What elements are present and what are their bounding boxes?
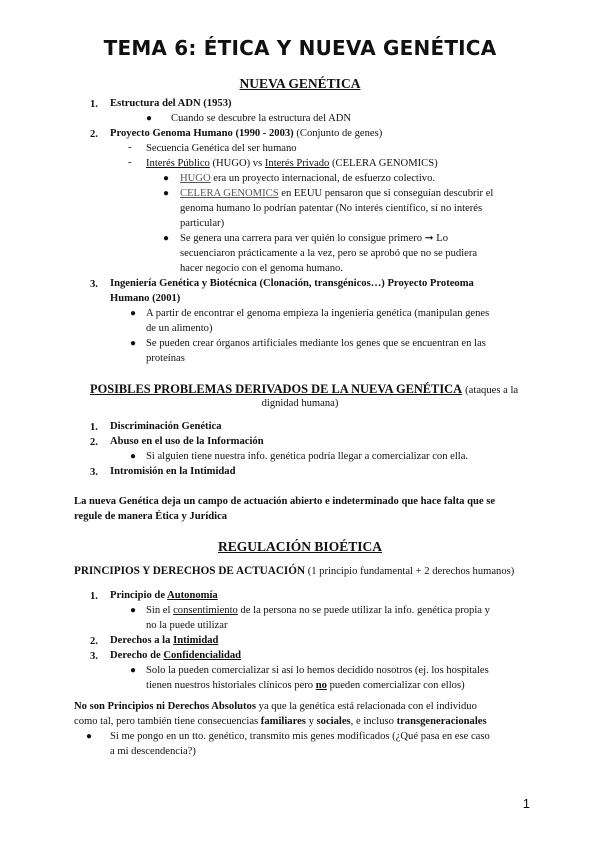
list-item-text: Si me pongo en un tto. genético, transmito mis genes modificados (¿Qué pasa en ese caso: [110, 731, 490, 742]
list-item-text: CELERA GENOMICS en EEUU pensaron que si conseguían descubrir el: [180, 188, 494, 199]
list-item-text: Si alguien tiene nuestra info. genética podría llegar a comercializar con ella.: [146, 451, 469, 462]
list-item-text: A partir de encontrar el genoma empieza la ingeniería genética (manipulan genes: [146, 308, 490, 319]
list-item-text: no la puede utilizar: [146, 620, 228, 631]
list-item-text: Solo la pueden comercializar si así lo hemos decidido nosotros (ej. los hospitales: [146, 665, 489, 676]
dash-icon: -: [128, 157, 132, 168]
list-item-text: Interés Público (HUGO) vs Interés Privado (CELERA GENOMICS): [146, 158, 438, 169]
list-number: 1.: [90, 591, 98, 602]
list-item-text: hacer negocio con el genoma humano.: [180, 263, 343, 274]
list-number: 3.: [90, 651, 98, 662]
bullet-icon: ●: [163, 173, 170, 184]
list-item-label: Humano (2001): [110, 293, 181, 304]
list-item-text: a mi descendencia?): [110, 746, 196, 757]
list-item-text: HUGO era un proyecto internacional, de esfuerzo colectivo.: [180, 173, 436, 184]
list-item-text: tienen nuestros historiales clínicos pero no pueden comercializar con ellos): [146, 680, 465, 691]
list-item-text: Cuando se descubre la estructura del ADN: [171, 113, 352, 124]
list-item-text: Se pueden crear órganos artificiales mediante los genes que se encuentran en las: [146, 338, 486, 349]
list-item-label: Principio de Autonomía: [110, 590, 218, 601]
list-item-text: Secuencia Genética del ser humano: [146, 143, 297, 154]
list-item-label: Intromisión en la Intimidad: [110, 466, 236, 477]
list-item-text: de un alimento): [146, 323, 213, 334]
subsection-header: PRINCIPIOS Y DERECHOS DE ACTUACIÓN (1 principio fundamental + 2 derechos humanos): [74, 565, 515, 577]
bullet-icon: ●: [130, 451, 137, 462]
section-header-problemas: POSIBLES PROBLEMAS DERIVADOS DE LA NUEVA GENÉTICA (ataques a la: [90, 382, 519, 396]
bullet-icon: ●: [86, 731, 93, 742]
list-item-label: Estructura del ADN (1953): [110, 98, 232, 109]
bullet-icon: ●: [130, 308, 137, 319]
paragraph-text: No son Principios ni Derechos Absolutos ya que la genética está relacionada con el individuo: [74, 701, 477, 712]
list-item-label: Ingeniería Genética y Biotécnica (Clonación, transgénicos…) Proyecto Proteoma: [110, 278, 474, 289]
list-item-text: secuenciaron prácticamente a la vez, pero se aprobó que no se pudiera: [180, 248, 478, 259]
list-item-label: Abuso en el uso de la Información: [110, 436, 264, 447]
list-item-text: particular): [180, 218, 225, 229]
list-number: 3.: [90, 279, 98, 290]
list-item-label: Discriminación Genética: [110, 421, 222, 432]
bullet-icon: ●: [130, 338, 137, 349]
bullet-icon: ●: [163, 188, 170, 199]
list-number: 2.: [90, 636, 98, 647]
bullet-icon: ●: [146, 113, 153, 124]
list-number: 3.: [90, 467, 98, 478]
conclusion-text: La nueva Genética deja un campo de actuación abierto e indeterminado que hace falta que se: [74, 496, 496, 507]
page-number: 1: [522, 796, 530, 811]
bullet-icon: ●: [130, 665, 137, 676]
list-item-label: Proyecto Genoma Humano (1990 - 2003) (Conjunto de genes): [110, 128, 383, 139]
bullet-icon: ●: [130, 605, 137, 616]
page-title: TEMA 6: ÉTICA Y NUEVA GENÉTICA: [103, 36, 497, 60]
section-header-regulacion: REGULACIÓN BIOÉTICA: [218, 539, 382, 554]
list-number: 2.: [90, 129, 98, 140]
list-item-text: Se genera una carrera para ver quién lo consigue primero ➞ Lo: [180, 233, 449, 244]
list-item-label: Derechos a la Intimidad: [110, 635, 219, 646]
dash-icon: -: [128, 142, 132, 153]
list-item-text: Sin el consentimiento de la persona no se puede utilizar la info. genética propia y: [146, 605, 490, 616]
section-header-nueva-genetica: NUEVA GENÉTICA: [239, 76, 361, 91]
section-header-note: dignidad humana): [261, 398, 339, 409]
bullet-icon: ●: [163, 233, 170, 244]
list-item-text: genoma humano lo podrían patentar (No interés científico, sí no interés: [180, 203, 483, 214]
list-item-text: proteínas: [146, 353, 185, 364]
list-number: 1.: [90, 422, 98, 433]
conclusion-text: regule de manera Ética y Jurídica: [74, 511, 228, 522]
paragraph-text: como tal, pero también tiene consecuencias familiares y sociales, e incluso transgeneracionales: [74, 716, 487, 727]
list-number: 1.: [90, 99, 98, 110]
list-item-label: Derecho de Confidencialidad: [110, 650, 242, 661]
list-number: 2.: [90, 437, 98, 448]
